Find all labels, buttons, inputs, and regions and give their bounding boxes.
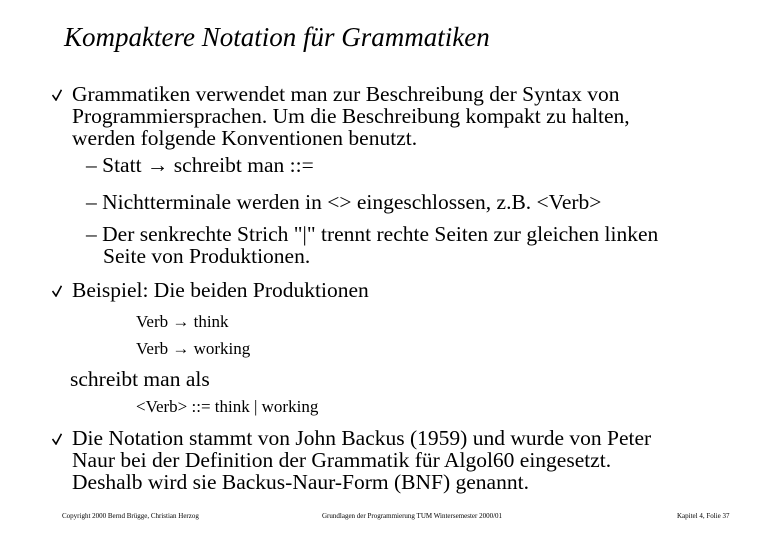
subitem-arrow-notation: – Statt → schreibt man ::= <box>86 153 314 177</box>
bullet2-text: Beispiel: Die beiden Produktionen <box>72 278 369 302</box>
subitem-nonterminals: – Nichtterminale werden in <> eingeschlossen, z.B. <Verb> <box>86 190 602 214</box>
bullet1-line1: Grammatiken verwendet man zur Beschreibung der Syntax von <box>72 82 620 106</box>
checkmark-icon <box>52 89 62 101</box>
connector-text: schreibt man als <box>70 367 210 391</box>
checkmark-icon <box>52 433 62 445</box>
subitem-vertical-bar-cont: Seite von Produktionen. <box>103 244 311 268</box>
footer-copyright: Copyright 2000 Bernd Brügge, Christian Herzog <box>62 512 199 520</box>
bullet1-line2: Programmiersprachen. Um die Beschreibung kompakt zu halten, <box>72 104 630 128</box>
footer-slide-number: Kapitel 4, Folie 37 <box>677 512 730 520</box>
bullet3-line1: Die Notation stammt von John Backus (1959) und wurde von Peter <box>72 426 652 450</box>
checkmark-icon <box>52 285 62 297</box>
bullet3-line3: Deshalb wird sie Backus-Naur-Form (BNF) genannt. <box>72 470 529 494</box>
subitem-vertical-bar: – Der senkrechte Strich "|" trennt rechte Seiten zur gleichen linken <box>86 222 659 246</box>
bullet1-line3: werden folgende Konventionen benutzt. <box>72 126 418 150</box>
production-1: Verb → think <box>136 312 229 331</box>
footer-course: Grundlagen der Programmierung TUM Wintersemester 2000/01 <box>322 512 503 520</box>
bullet3-line2: Naur bei der Definition der Grammatik für Algol60 eingesetzt. <box>72 448 612 472</box>
slide-title: Kompaktere Notation für Grammatiken <box>64 22 490 52</box>
production-2: Verb → working <box>136 339 251 358</box>
bnf-production: <Verb> ::= think | working <box>136 397 319 416</box>
